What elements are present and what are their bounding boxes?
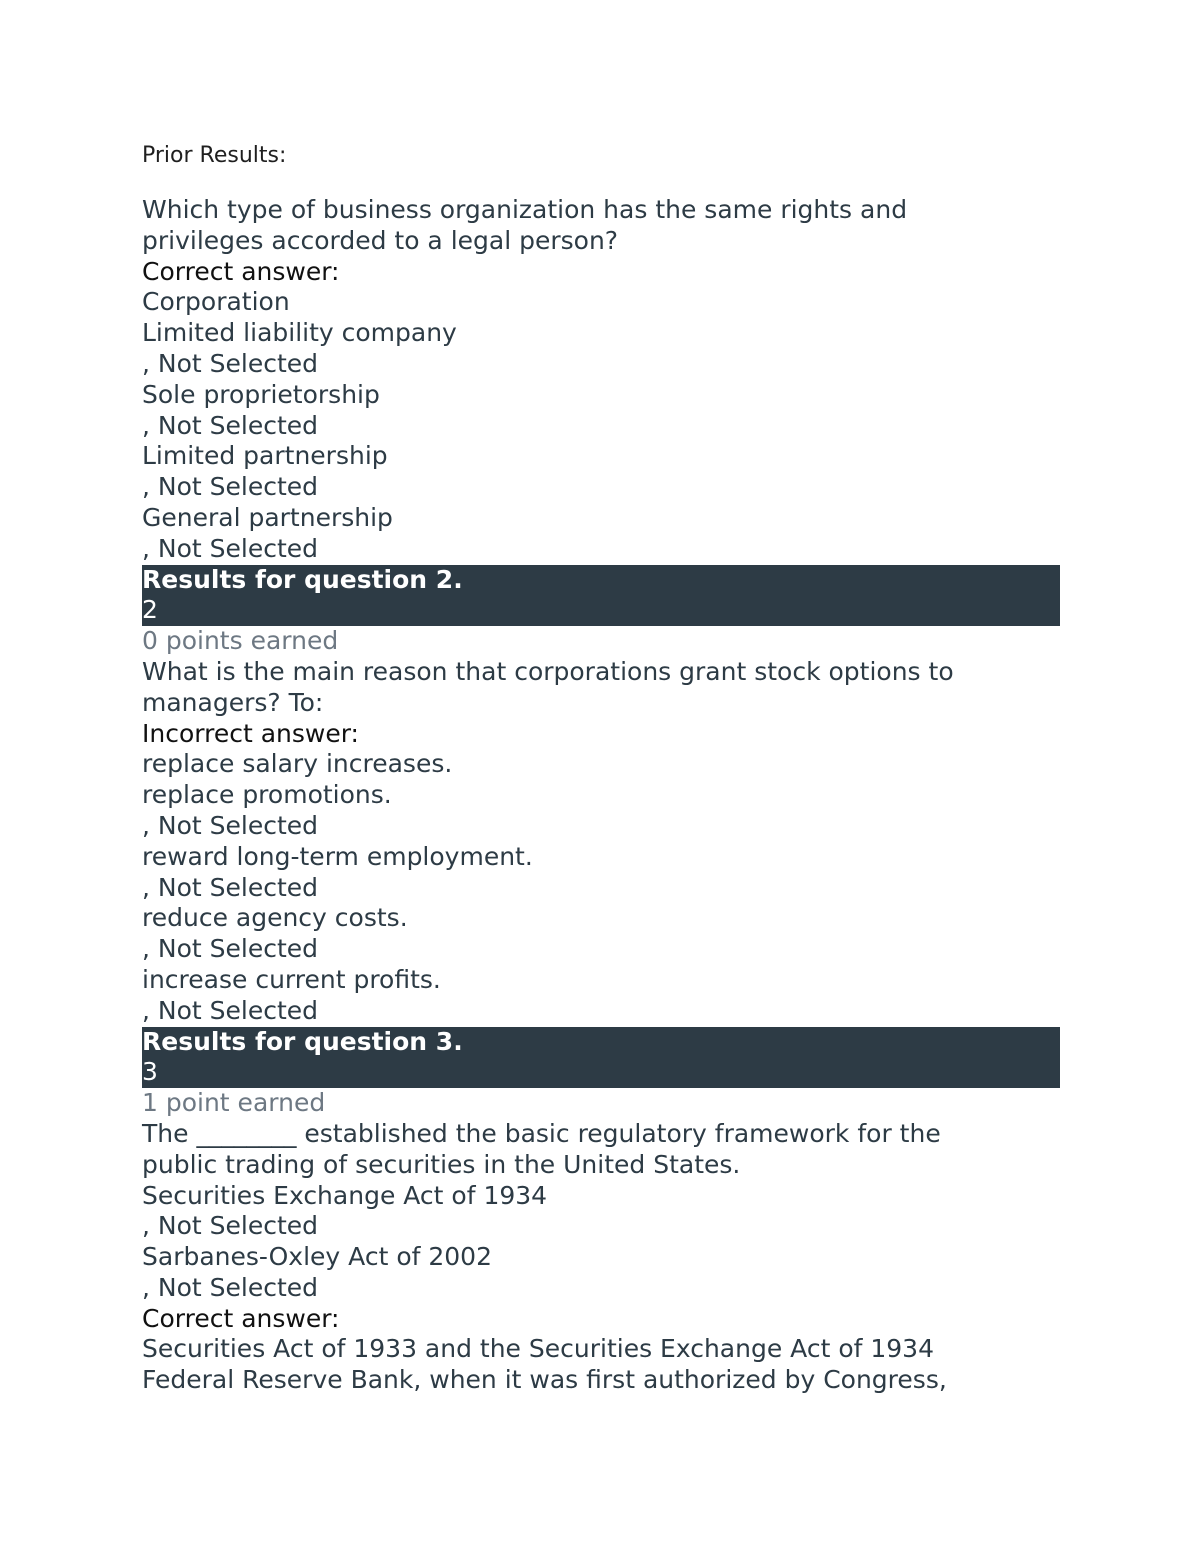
question-3-option-sarbanes-oxley: Sarbanes-Oxley Act of 2002 [142,1242,492,1272]
question-2-points: 0 points earned [142,626,339,656]
question-1-answer-label: Correct answer: [142,256,340,286]
question-3-header [142,1027,1060,1089]
question-1-option-sole-proprietorship: Sole proprietorship [142,379,380,409]
question-2-option-profits-status: , Not Selected [142,995,319,1025]
question-2-header-number: 2 [142,595,158,625]
question-3-option-exchange-act-status: , Not Selected [142,1211,319,1241]
question-2-block [142,626,1060,1026]
question-2-option-promotions: replace promotions. [142,780,392,810]
question-3-option-exchange-act: Securities Exchange Act of 1934 [142,1180,548,1210]
question-2-header-title: Results for question 2. [142,564,463,594]
results-content [142,195,1060,1396]
question-3-answer-label: Correct answer: [142,1303,340,1333]
question-1-option-limited-partnership: Limited partnership [142,441,388,471]
question-3-points: 1 point earned [142,1088,326,1118]
question-1-option-sole-proprietorship-status: , Not Selected [142,410,319,440]
question-1-option-llc-status: , Not Selected [142,348,319,378]
question-2-option-promotions-status: , Not Selected [142,810,319,840]
question-1-text-line-1: Which type of business organization has the same rights and [142,195,908,224]
question-2-option-employment: reward long-term employment. [142,841,533,871]
question-2-option-agency-costs-status: , Not Selected [142,934,319,964]
question-2-header [142,565,1060,627]
question-1-option-general-partnership: General partnership [142,502,393,532]
question-3-header-number: 3 [142,1057,158,1087]
question-2-option-employment-status: , Not Selected [142,872,319,902]
question-1-option-llc: Limited liability company [142,318,457,348]
question-1-block [142,195,1060,565]
question-3-text-line-2: public trading of securities in the United States. [142,1149,741,1179]
question-1-text-line-2: privileges accorded to a legal person? [142,225,619,255]
question-2-text-line-1: What is the main reason that corporations grant stock options to [142,656,954,686]
question-3-text-line-1: The ________ established the basic regulatory framework for the [142,1118,941,1148]
question-2-option-agency-costs: reduce agency costs. [142,903,408,933]
question-3-header-title: Results for question 3. [142,1026,463,1056]
prior-results-label: Prior Results: [142,143,287,168]
question-2-text-line-2: managers? To: [142,687,324,717]
question-2-answer-label: Incorrect answer: [142,718,359,748]
question-3-option-securities-acts: Securities Act of 1933 and the Securities Exchange Act of 1934 [142,1334,934,1364]
question-3-option-sarbanes-oxley-status: , Not Selected [142,1272,319,1302]
question-1-option-corporation: Corporation [142,287,290,317]
question-3-block [142,1088,1060,1396]
question-3-option-federal-reserve: Federal Reserve Bank, when it was first authorized by Congress, [142,1365,947,1395]
question-2-option-profits: increase current profits. [142,964,441,994]
question-1-option-limited-partnership-status: , Not Selected [142,472,319,502]
question-1-option-general-partnership-status: , Not Selected [142,533,319,563]
question-2-option-salary: replace salary increases. [142,749,453,779]
